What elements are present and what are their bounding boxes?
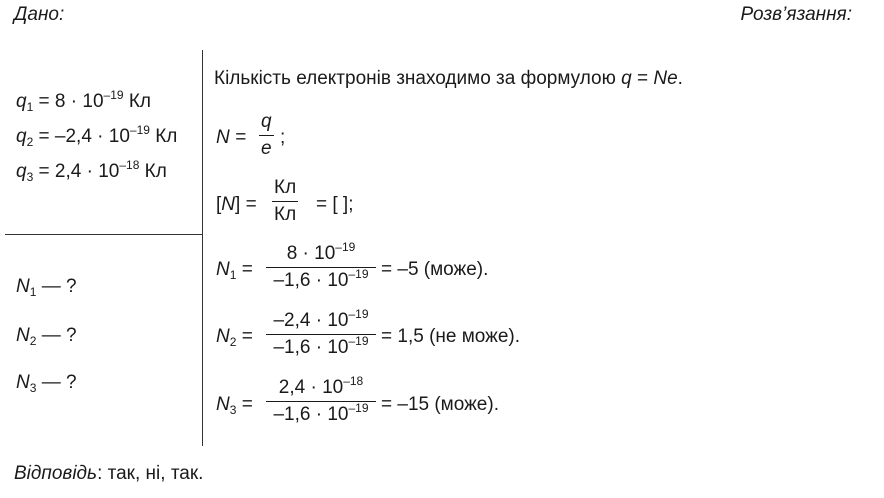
units-numerator: Кл [272,177,298,202]
horizontal-divider [5,234,203,235]
calc-n3-numerator: $2,4 \cdot 10^{-18}$ [266,377,376,402]
calc-n2-result: = 1,5 (не може). [381,326,521,347]
units-fraction [272,177,298,226]
calc-n1-lhs: $N_1$ = [216,259,253,282]
find-n2: $N_2$ — ? [16,325,77,348]
calc-n3-lhs: $N_3$ = [216,394,253,417]
given-q3: $q_3 = 2,4 \cdot 10^{-18}$ Кл [16,158,167,184]
answer-line [14,463,203,485]
units-rhs: = [ ]; [316,194,354,215]
find-n1: $N_1$ — ? [16,276,77,299]
n-formula-numerator: q [259,111,274,136]
answer-text: : так, ні, так. [97,463,204,484]
calc-n1-fraction [268,240,374,292]
calc-n2-lhs: $N_2$ = [216,326,253,349]
vertical-divider [202,50,203,446]
n-formula-fraction [259,111,274,160]
calc-n1-denominator: $-1,6 \cdot 10^{-19}$ [273,267,369,291]
find-n3: $N_3$ — ? [16,372,77,395]
calc-n1-result: = –5 (може). [381,259,489,280]
solution-intro: Кількість електронів знаходимо за формулою q = Ne. [214,68,683,89]
given-q1: $q_1 = 8 \cdot 10^{-19}$ Кл [16,88,151,114]
n-formula-lhs: N = [216,127,247,148]
n-formula-denominator: e [261,138,272,159]
calc-n2-numerator: $-2,4 \cdot 10^{-19}$ [266,310,376,335]
units-denominator: Кл [274,204,297,225]
answer-label: Відповідь [14,463,98,484]
n-formula-end: ; [280,127,286,148]
solution-heading: Розв’язання: [740,4,852,25]
calc-n3-fraction [268,374,374,426]
given-q2: $q_2 = -2,4 \cdot 10^{-19}$ Кл [16,123,178,149]
calc-n3-result: = –15 (може). [381,394,499,415]
calc-n2-denominator: $-1,6 \cdot 10^{-19}$ [273,334,369,358]
calc-n1-numerator: $8 \cdot 10^{-19}$ [266,243,376,268]
given-heading: Дано: [14,4,65,25]
units-lhs: [N] = [216,194,257,215]
calc-n2-fraction [268,307,374,359]
calc-n3-denominator: $-1,6 \cdot 10^{-19}$ [273,401,369,425]
